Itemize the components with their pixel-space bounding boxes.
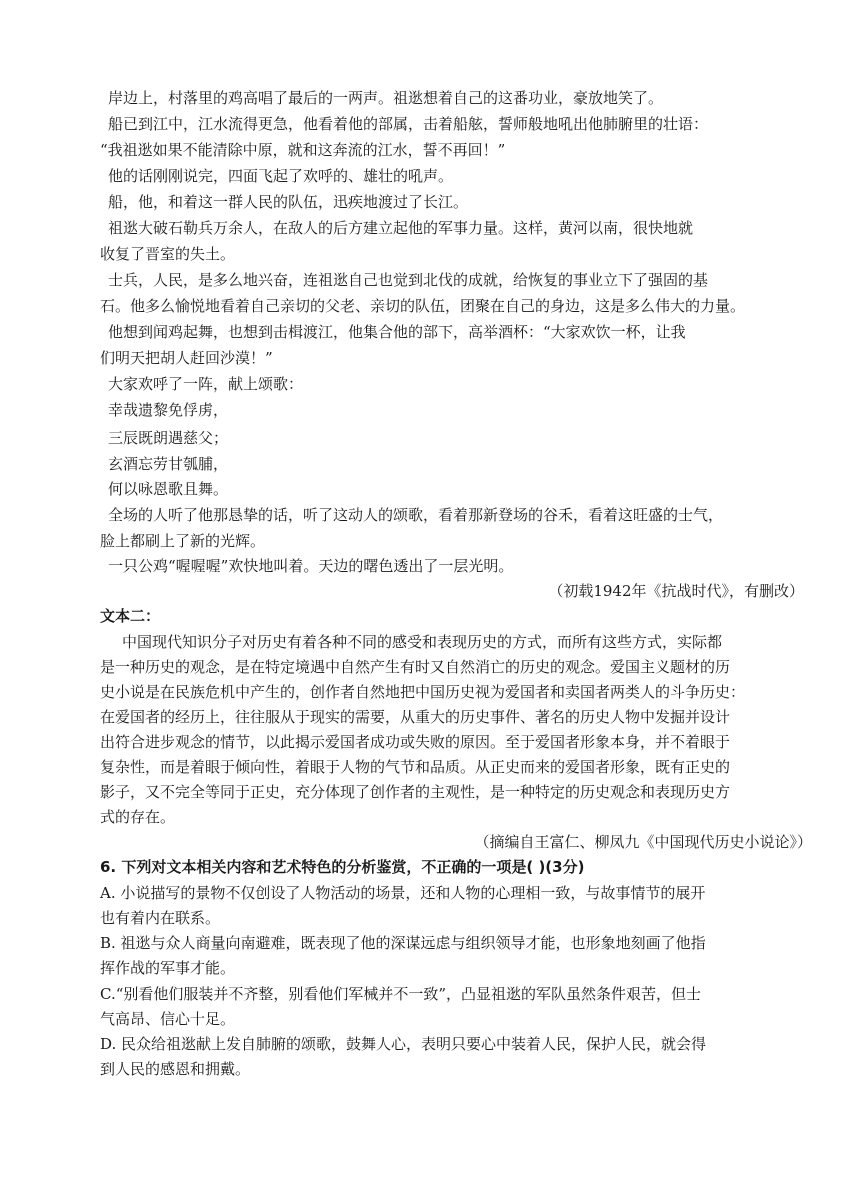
paragraph-line: 脸上都刷上了新的光辉。	[100, 532, 266, 550]
poem-line: 何以咏恩歌且舞。	[108, 480, 229, 498]
question-stem: 6. 下列对文本相关内容和艺术特色的分析鉴赏，不正确的一项是( )(3分)	[100, 858, 585, 876]
paragraph-line: 出符合进步观念的情节，以此揭示爱国者成功或失败的原因。至于爱国者形象本身，并不着眼于	[100, 733, 731, 751]
paragraph-line: 岸边上，村落里的鸡高唱了最后的一两声。祖逖想着自己的这番功业，豪放地笑了。	[108, 89, 664, 107]
paragraph-line: 影子，又不完全等同于正史，充分体现了创作者的主观性，是一种特定的历史观念和表现历史方	[100, 783, 731, 801]
paragraph-line: 收复了晋室的失土。	[100, 245, 236, 263]
option-d: D. 民众给祖逖献上发自肺腑的颂歌，鼓舞人心，表明只要心中装着人民，保护人民，就会得	[100, 1035, 707, 1053]
paragraph-line: 们明天把胡人赶回沙漠！”	[100, 349, 273, 367]
paragraph-line: 石。他多么愉悦地看着自己亲切的父老、亲切的队伍，团聚在自己的身边，这是多么伟大的力量。	[100, 297, 746, 315]
poem-line: 三辰既朗遇慈父；	[108, 429, 229, 447]
option-c-continued: 气高昂、信心十足。	[100, 1010, 236, 1028]
paragraph-line: 船已到江中，江水流得更急，他看着他的部属，击着船舷，誓师般地吼出他肺腑里的壮语：	[108, 115, 709, 133]
paragraph-line: 他想到闻鸡起舞，也想到击楫渡江，他集合他的部下，高举酒杯：“大家欢饮一杯，让我	[108, 323, 686, 341]
paragraph-line: 一只公鸡“喔喔喔”欢快地叫着。天边的曙色透出了一层光明。	[108, 557, 514, 575]
paragraph-line: 史小说是在民族危机中产生的，创作者自然地把中国历史视为爱国者和卖国者两类人的斗争历史：	[100, 683, 746, 701]
section-heading: 文本二：	[100, 607, 161, 625]
option-d-continued: 到人民的感恩和拥戴。	[100, 1060, 251, 1078]
paragraph-line: 式的存在。	[100, 808, 176, 826]
paragraph-line: 他的话刚刚说完，四面飞起了欢呼的、雄壮的吼声。	[108, 167, 454, 185]
poem-line: 幸哉遗黎免俘虏，	[108, 401, 229, 419]
option-c: C.“别看他们服装并不齐整，别看他们军械并不一致”，凸显祖逖的军队虽然条件艰苦，但士	[100, 985, 702, 1003]
paragraph-line: 是一种历史的观念，是在特定境遇中自然产生有时又自然消亡的历史的观念。爱国主义题材的历	[100, 658, 731, 676]
paragraph-line: 大家欢呼了一阵，献上颂歌：	[108, 375, 304, 393]
paragraph-line: “我祖逖如果不能清除中原，就和这奔流的江水，誓不再回！”	[100, 141, 506, 159]
poem-line: 玄酒忘劳甘瓠脯，	[108, 455, 229, 473]
paragraph-line: 船，他，和着这一群人民的队伍，迅疾地渡过了长江。	[108, 193, 469, 211]
option-a-continued: 也有着内在联系。	[100, 909, 221, 927]
option-b-continued: 挥作战的军事才能。	[100, 959, 236, 977]
paragraph-line: 在爱国者的经历上，往往服从于现实的需要，从重大的历史事件、著名的历史人物中发掘并设计	[100, 708, 731, 726]
option-b: B. 祖逖与众人商量向南避难，既表现了他的深谋远虑与组织领导才能，也形象地刻画了他指	[100, 934, 706, 952]
paragraph-line: 中国现代知识分子对历史有着各种不同的感受和表现历史的方式，而所有这些方式，实际都	[122, 633, 723, 651]
source-citation: （摘编自王富仁、柳凤九《中国现代历史小说论》）	[474, 833, 812, 851]
paragraph-line: 全场的人听了他那恳挚的话，听了这动人的颂歌，看着那新登场的谷禾，看着这旺盛的士气，	[108, 506, 724, 524]
source-citation: （初载1942年《抗战时代》，有删改）	[548, 582, 804, 600]
paragraph-line: 复杂性，而是着眼于倾向性，着眼于人物的气节和品质。从正史而来的爱国者形象，既有正史的	[100, 758, 731, 776]
option-a: A. 小说描写的景物不仅创设了人物活动的场景，还和人物的心理相一致，与故事情节的展开	[100, 884, 706, 902]
paragraph-line: 祖逖大破石勒兵万余人，在敌人的后方建立起他的军事力量。这样，黄河以南，很快地就	[108, 219, 694, 237]
paragraph-line: 士兵，人民，是多么地兴奋，连祖逖自己也觉到北伐的成就，给恢复的事业立下了强固的基	[108, 271, 709, 289]
